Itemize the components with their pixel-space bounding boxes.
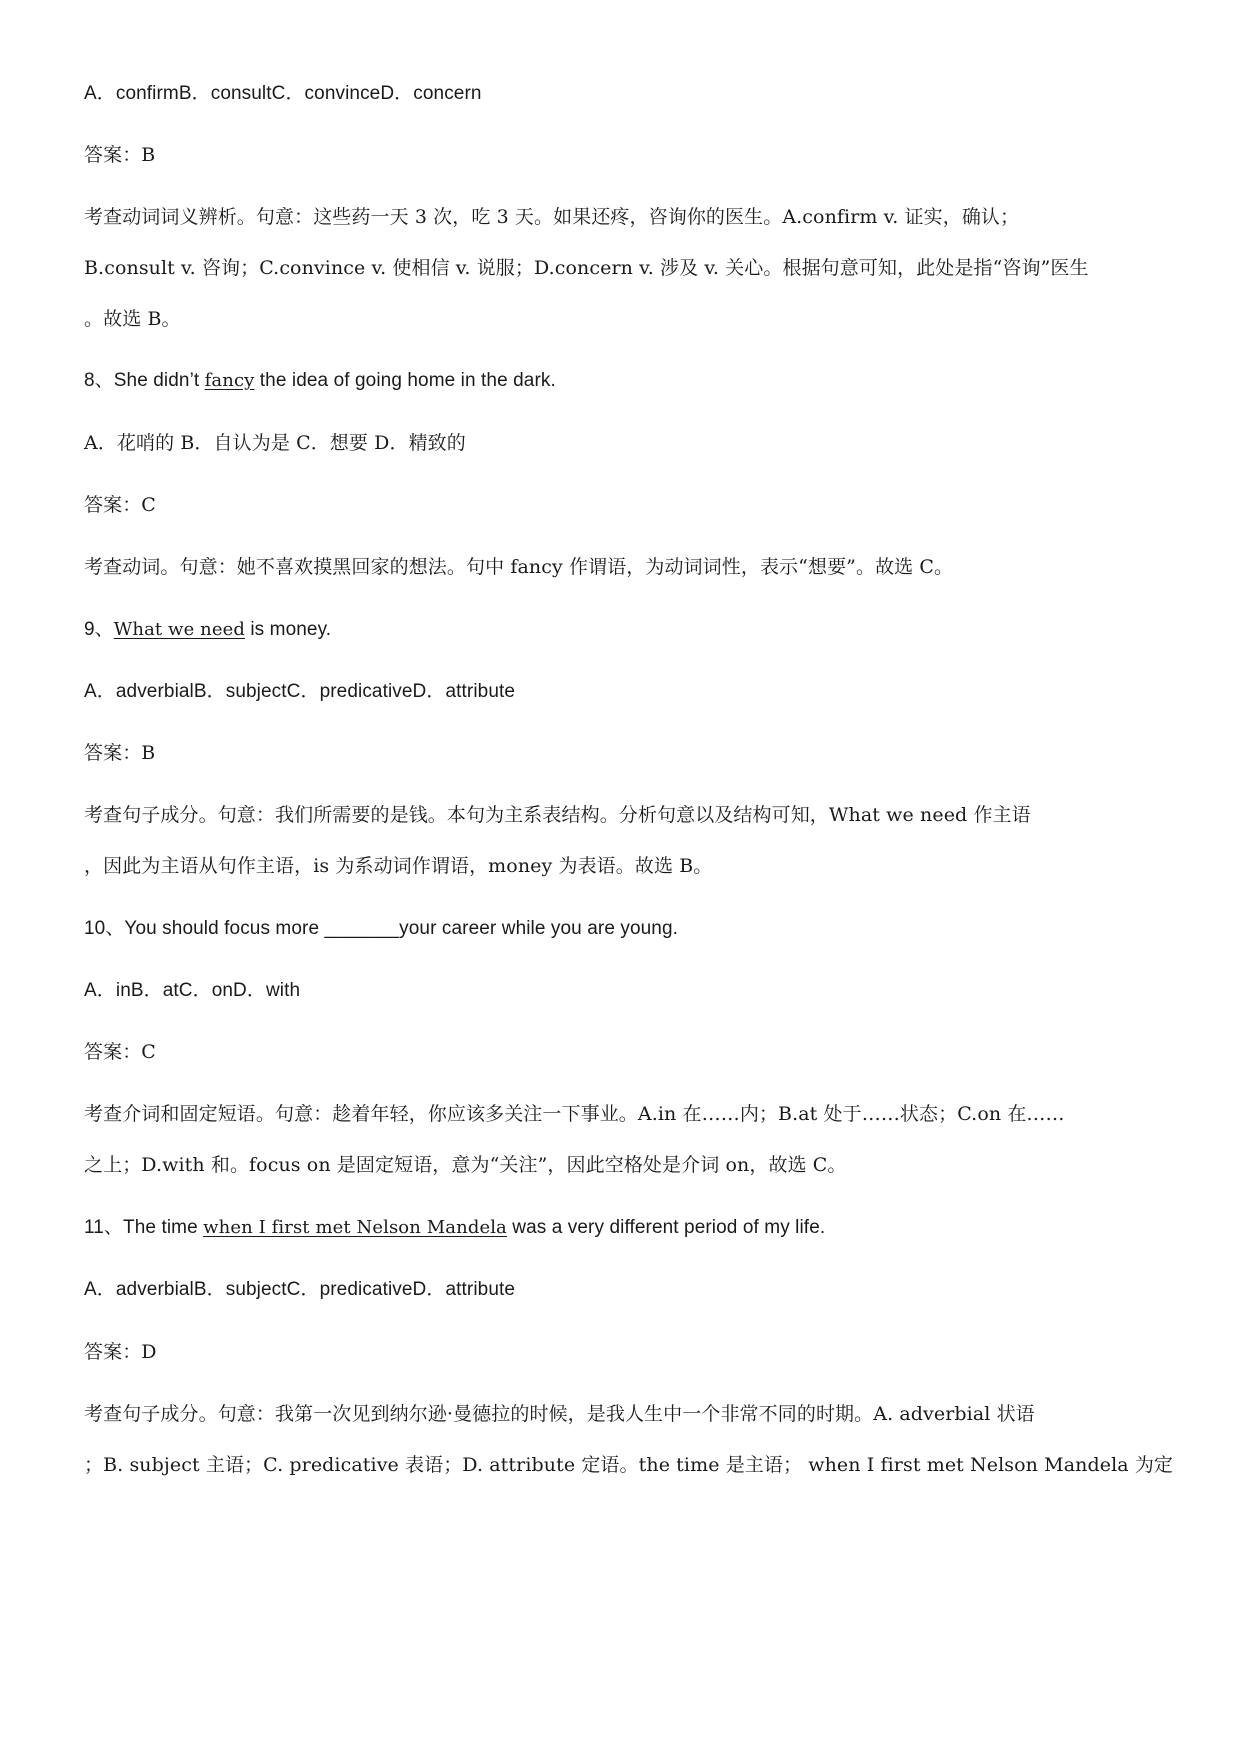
q8-question bbox=[84, 368, 556, 394]
q8-options: A．花哨的 B．自认为是 C．想要 D．精致的 bbox=[84, 432, 466, 454]
q8-suffix: the idea of going home in the dark. bbox=[254, 370, 556, 391]
q9-explanation-line-2: ，因此为主语从句作主语，is 为系动词作谓语，money 为表语。故选 B。 bbox=[84, 855, 713, 877]
q9-prefix: 9、 bbox=[84, 619, 114, 640]
q10-answer: 答案：C bbox=[84, 1041, 156, 1063]
q11-answer: 答案：D bbox=[84, 1341, 157, 1363]
q10-question: 10、You should focus more _______your career while you are young. bbox=[84, 918, 679, 939]
q9-question bbox=[84, 617, 331, 643]
q8-answer: 答案：C bbox=[84, 494, 156, 516]
q11-options: A．adverbialB．subjectC．predicativeD．attribute bbox=[84, 1279, 516, 1300]
q11-prefix: 11、The time bbox=[84, 1217, 204, 1238]
q9-explanation-line-1: 考查句子成分。句意：我们所需要的是钱。本句为主系表结构。分析句意以及结构可知，What we need 作主语 bbox=[84, 804, 1031, 826]
q11-explanation-line-1: 考查句子成分。句意：我第一次见到纳尔逊·曼德拉的时候，是我人生中一个非常不同的时期。A. adverbial 状语 bbox=[84, 1403, 1035, 1425]
q8-underlined-word: fancy bbox=[204, 370, 255, 391]
q10-explanation-line-2: 之上；D.with 和。focus on 是固定短语，意为“关注”，因此空格处是介词 on，故选 C。 bbox=[84, 1154, 847, 1176]
q9-suffix: is money. bbox=[244, 619, 332, 640]
q10-options: A．inB．atC．onD．with bbox=[84, 980, 301, 1001]
q11-explanation-line-2: ；B. subject 主语；C. predicative 表语；D. attribute 定语。the time 是主语； when I first met Nelson Mandela 为定 bbox=[84, 1454, 1174, 1476]
q7-explanation-line-1: 考查动词词义辨析。句意：这些药一天 3 次，吃 3 天。如果还疼，咨询你的医生。A.confirm v. 证实，确认； bbox=[84, 206, 1020, 228]
q7-options: A．confirmB．consultC．convinceD．concern bbox=[84, 83, 482, 104]
q9-answer: 答案：B bbox=[84, 742, 156, 764]
q8-explanation: 考查动词。句意：她不喜欢摸黑回家的想法。句中 fancy 作谓语，为动词词性，表示“想要”。故选 C。 bbox=[84, 556, 954, 578]
q9-underlined-phrase: What we need bbox=[113, 619, 245, 640]
q11-underlined-clause: when I first met Nelson Mandela bbox=[203, 1217, 507, 1238]
q7-explanation-line-3: 。故选 B。 bbox=[84, 308, 181, 330]
q8-prefix: 8、She didn’t bbox=[84, 370, 205, 391]
q10-explanation-line-1: 考查介词和固定短语。句意：趁着年轻，你应该多关注一下事业。A.in 在……内；B.at 处于……状态；C.on 在…… bbox=[84, 1103, 1065, 1125]
q9-options: A．adverbialB．subjectC．predicativeD．attribute bbox=[84, 681, 516, 702]
q7-explanation-line-2: B.consult v. 咨询；C.convince v. 使相信 v. 说服；D.concern v. 涉及 v. 关心。根据句意可知，此处是指“咨询”医生 bbox=[84, 257, 1089, 279]
q11-suffix: was a very different period of my life. bbox=[506, 1217, 826, 1238]
q11-question bbox=[84, 1215, 825, 1241]
q7-answer: 答案：B bbox=[84, 144, 156, 166]
